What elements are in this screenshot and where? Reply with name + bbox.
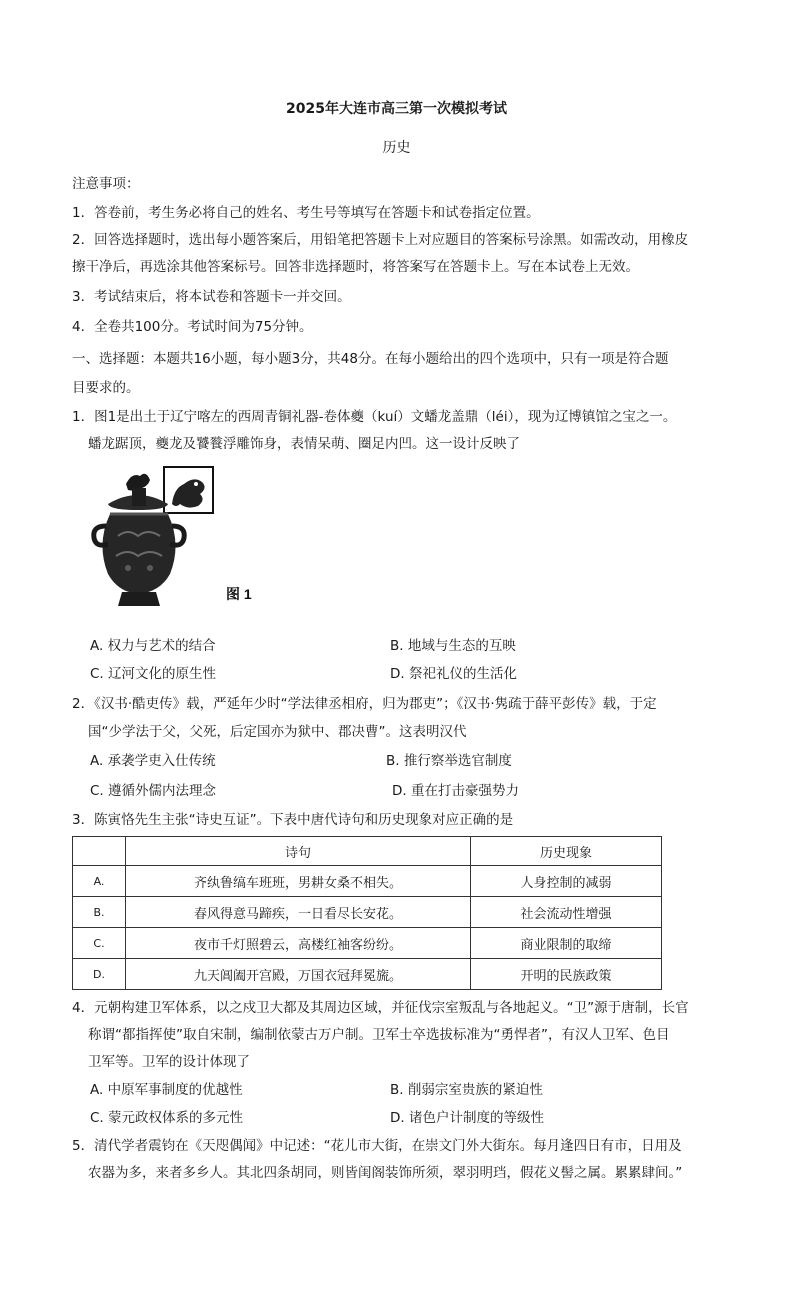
table-row xyxy=(73,897,662,928)
notes-heading: 注意事项： xyxy=(72,176,140,192)
q2-option-b[interactable]: B. 推行察举选官制度 xyxy=(386,753,512,769)
q2-option-c[interactable]: C. 遵循外儒内法理念 xyxy=(90,783,217,799)
q1-option-c[interactable]: C. 辽河文化的原生性 xyxy=(90,666,217,682)
row-poem: 夜市千灯照碧云，高楼红袖客纷纷。 xyxy=(126,928,471,959)
row-poem: 九天阊阖开宫殿，万国衣冠拜冕旒。 xyxy=(126,959,471,990)
note-item-1: 1．答卷前，考生务必将自己的姓名、考生号等填写在答题卡和试卷指定位置。 xyxy=(72,205,540,221)
q4-option-d[interactable]: D. 诸色户计制度的等级性 xyxy=(390,1110,544,1126)
table-header-phenomenon: 历史现象 xyxy=(471,837,662,866)
exam-title: 2025年大连市高三第一次模拟考试 xyxy=(286,101,507,117)
row-label[interactable]: C. xyxy=(73,928,126,959)
subject-title: 历史 xyxy=(382,140,411,156)
q2-option-a[interactable]: A. 承袭学吏入仕传统 xyxy=(90,753,216,769)
section-heading-cont: 目要求的。 xyxy=(72,380,140,396)
row-phenomenon: 社会流动性增强 xyxy=(471,897,662,928)
q1-stem: 1．图1是出土于辽宁喀左的西周青铜礼器-卷体夔（kuí）文蟠龙盖鼎（léi），现为辽博镇馆之宝之一。 xyxy=(72,409,677,425)
table-header-poem: 诗句 xyxy=(126,837,471,866)
table-row xyxy=(73,866,662,897)
figure-label: 图 1 xyxy=(226,586,252,602)
note-item-3: 3．考试结束后，将本试卷和答题卡一并交回。 xyxy=(72,289,351,305)
note-item-4: 4．全卷共100分。考试时间为75分钟。 xyxy=(72,319,313,335)
q1-option-d[interactable]: D. 祭祀礼仪的生活化 xyxy=(390,666,517,682)
q4-option-a[interactable]: A. 中原军事制度的优越性 xyxy=(90,1082,243,1098)
q4-option-c[interactable]: C. 蒙元政权体系的多元性 xyxy=(90,1110,244,1126)
q2-stem: 2．《汉书·酷吏传》载，严延年少时“学法律丞相府，归为郡吏”；《汉书·隽疏于薛平彭传》载，于定 xyxy=(72,696,657,712)
row-label[interactable]: B. xyxy=(73,897,126,928)
row-phenomenon: 商业限制的取缔 xyxy=(471,928,662,959)
q4-option-b[interactable]: B. 削弱宗室贵族的紧迫性 xyxy=(390,1082,543,1098)
q3-stem: 3．陈寅恪先生主张“诗史互证”。下表中唐代诗句和历史现象对应正确的是 xyxy=(72,812,514,828)
note-item-2-cont: 擦干净后，再选涂其他答案标号。回答非选择题时，将答案写在答题卡上。写在本试卷上无效。 xyxy=(72,259,639,275)
poem-history-table xyxy=(72,836,662,990)
row-poem: 齐纨鲁缟车班班，男耕女桑不相失。 xyxy=(126,866,471,897)
q1-option-a[interactable]: A. 权力与艺术的结合 xyxy=(90,638,216,654)
row-poem: 春风得意马蹄疾，一日看尽长安花。 xyxy=(126,897,471,928)
q4-stem: 4．元朝构建卫军体系，以之戍卫大都及其周边区域，并征伐宗室叛乱与各地起义。“卫”源于唐制，长官 xyxy=(72,1000,689,1016)
table-row xyxy=(73,928,662,959)
q5-stem-cont: 农器为多，来者多乡人。其北四条胡同，则皆闺阁装饰所须，翠羽明珰，假花义髻之属。累累肆间。” xyxy=(88,1165,683,1181)
row-label[interactable]: D. xyxy=(73,959,126,990)
q4-stem-cont-1: 称谓“都指挥使”取自宋制，编制依蒙古万户制。卫军士卒选拔标准为“勇悍者”，有汉人卫军、色目 xyxy=(88,1027,670,1043)
row-label[interactable]: A. xyxy=(73,866,126,897)
row-phenomenon: 开明的民族政策 xyxy=(471,959,662,990)
section-heading: 一、选择题：本题共16小题，每小题3分，共48分。在每小题给出的四个选项中，只有一项是符合题 xyxy=(72,351,669,367)
row-phenomenon: 人身控制的减弱 xyxy=(471,866,662,897)
note-item-2: 2．回答选择题时，选出每小题答案后，用铅笔把答题卡上对应题目的答案标号涂黑。如需改动，用橡皮 xyxy=(72,232,689,248)
bronze-vessel-figure xyxy=(88,464,268,614)
q2-stem-cont: 国“少学法于父，父死，后定国亦为狱中、郡决曹”。这表明汉代 xyxy=(88,724,467,740)
table-header-row xyxy=(73,837,662,866)
q1-stem-cont: 蟠龙踞顶，夔龙及饕餮浮雕饰身，表情呆萌、圈足内凹。这一设计反映了 xyxy=(88,436,520,452)
q1-option-b[interactable]: B. 地域与生态的互映 xyxy=(390,638,516,654)
q4-stem-cont-2: 卫军等。卫军的设计体现了 xyxy=(88,1054,250,1070)
table-header-label xyxy=(73,837,126,866)
table-row xyxy=(73,959,662,990)
q5-stem: 5．清代学者震钧在《天咫偶闻》中记述：“花儿市大街，在崇文门外大街东。每月逢四日有市，日用及 xyxy=(72,1138,682,1154)
q2-option-d[interactable]: D. 重在打击豪强势力 xyxy=(392,783,519,799)
